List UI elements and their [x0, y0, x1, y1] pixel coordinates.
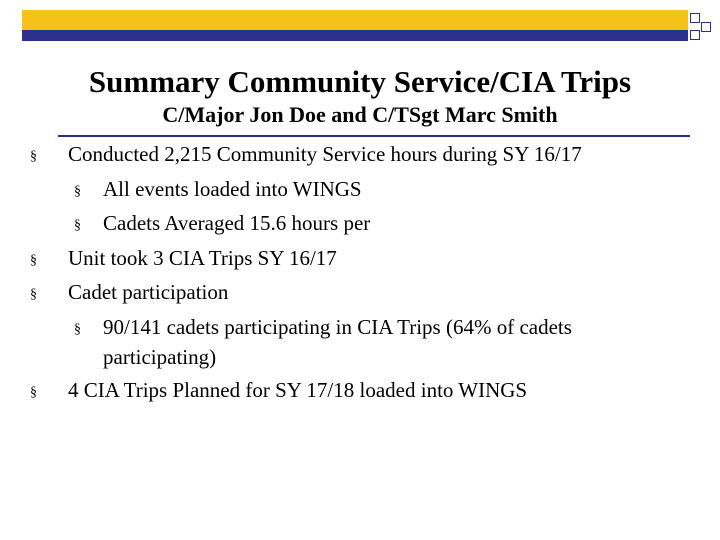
sub-bullet-item: [0, 312, 720, 375]
bullet-item: [0, 243, 720, 278]
sub-bullet-item: [0, 208, 720, 243]
bullet-text: Conducted 2,215 Community Service hours during SY 16/17: [68, 142, 582, 166]
slide-title: Summary Community Service/CIA Trips: [88, 64, 632, 99]
bullet-icon: §: [30, 384, 37, 400]
decorative-square: [701, 22, 711, 32]
slide-subtitle: C/Major Jon Doe and C/TSgt Marc Smith: [162, 102, 558, 127]
bullet-icon: §: [74, 218, 81, 233]
header-navy-band: [22, 30, 688, 41]
bullet-text: Cadets Averaged 15.6 hours per: [103, 211, 371, 235]
header-gold-band: [22, 10, 688, 30]
decorative-square: [690, 30, 700, 40]
title-divider: [58, 135, 690, 137]
bullet-text: Unit took 3 CIA Trips SY 16/17: [68, 245, 337, 270]
bullet-icon: §: [30, 252, 37, 268]
decorative-square: [690, 13, 700, 23]
bullet-text: Cadet participation: [68, 280, 229, 304]
bullet-icon: §: [74, 321, 81, 337]
bullet-list: [0, 139, 720, 409]
bullet-text: All events loaded into WINGS: [103, 176, 362, 201]
bullet-text: 4 CIA Trips Planned for SY 17/18 loaded into WINGS: [68, 377, 528, 402]
bullet-item: [0, 139, 720, 174]
sub-bullet-item: [0, 174, 720, 209]
bullet-icon: §: [30, 287, 37, 302]
bullet-icon: §: [74, 183, 81, 199]
bullet-item: [0, 375, 720, 410]
bullet-text: 90/141 cadets participating in CIA Trips (64% of cadets participating): [103, 314, 572, 369]
bullet-icon: §: [30, 149, 37, 164]
bullet-item: [0, 277, 720, 312]
